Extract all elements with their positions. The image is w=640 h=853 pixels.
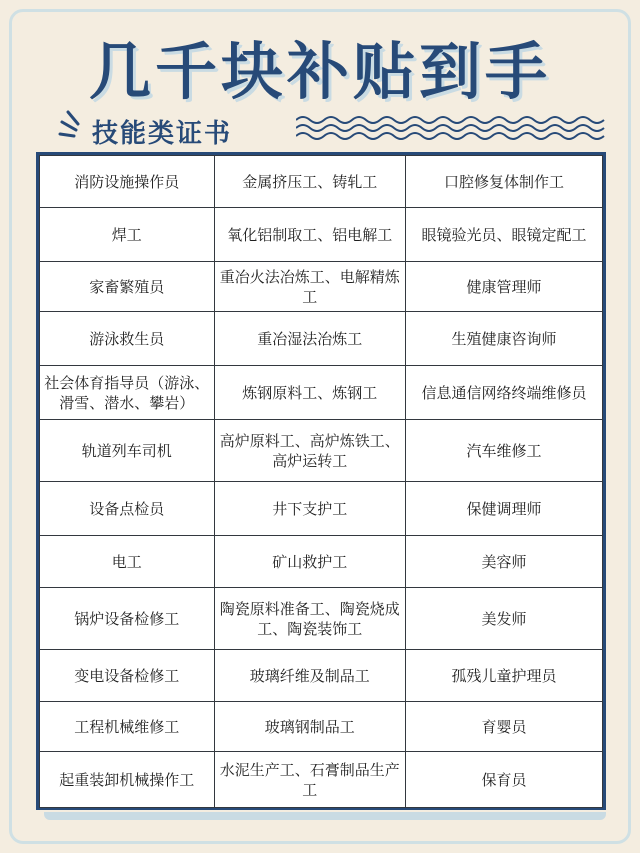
table-row (40, 536, 603, 588)
table-cell: 焊工 (40, 208, 215, 262)
table-cell: 美容师 (405, 536, 602, 588)
table-cell: 玻璃钢制品工 (214, 702, 405, 752)
table-row (40, 482, 603, 536)
table-cell: 轨道列车司机 (40, 420, 215, 482)
table-cell: 氧化铝制取工、铝电解工 (214, 208, 405, 262)
card-shadow (44, 812, 606, 820)
table-cell: 家畜繁殖员 (40, 262, 215, 312)
subtitle-row (56, 108, 616, 148)
table-cell: 口腔修复体制作工 (405, 156, 602, 208)
table-cell: 汽车维修工 (405, 420, 602, 482)
table-cell: 工程机械维修工 (40, 702, 215, 752)
table-row (40, 312, 603, 366)
table-cell: 健康管理师 (405, 262, 602, 312)
table-cell: 高炉原料工、高炉炼铁工、高炉运转工 (214, 420, 405, 482)
accent-rays-icon (56, 108, 90, 148)
table-row (40, 752, 603, 808)
table-cell: 保健调理师 (405, 482, 602, 536)
table-cell: 消防设施操作员 (40, 156, 215, 208)
table-cell: 生殖健康咨询师 (405, 312, 602, 366)
page-title: 几千块补贴到手 (88, 35, 551, 108)
table-cell: 美发师 (405, 588, 602, 650)
table-cell: 重冶火法冶炼工、电解精炼工 (214, 262, 405, 312)
table-cell: 电工 (40, 536, 215, 588)
certificate-table-card (36, 152, 606, 810)
table-row (40, 156, 603, 208)
table-cell: 育婴员 (405, 702, 602, 752)
table-cell: 变电设备检修工 (40, 650, 215, 702)
table-cell: 起重装卸机械操作工 (40, 752, 215, 808)
table-cell: 锅炉设备检修工 (40, 588, 215, 650)
table-cell: 水泥生产工、石膏制品生产工 (214, 752, 405, 808)
certificate-table (39, 155, 603, 808)
table-cell: 井下支护工 (214, 482, 405, 536)
table-cell: 游泳救生员 (40, 312, 215, 366)
table-cell: 金属挤压工、铸轧工 (214, 156, 405, 208)
table-cell: 重冶湿法冶炼工 (214, 312, 405, 366)
table-cell: 设备点检员 (40, 482, 215, 536)
table-cell: 炼钢原料工、炼钢工 (214, 366, 405, 420)
table-cell: 孤残儿童护理员 (405, 650, 602, 702)
table-row (40, 588, 603, 650)
table-row (40, 650, 603, 702)
table-row (40, 208, 603, 262)
table-row (40, 702, 603, 752)
subtitle: 技能类证书 (92, 119, 233, 149)
table-cell: 矿山救护工 (214, 536, 405, 588)
table-cell: 社会体育指导员（游泳、滑雪、潜水、攀岩） (40, 366, 215, 420)
table-cell: 保育员 (405, 752, 602, 808)
table-cell: 眼镜验光员、眼镜定配工 (405, 208, 602, 262)
table-row (40, 262, 603, 312)
table-row (40, 420, 603, 482)
table-cell: 陶瓷原料准备工、陶瓷烧成工、陶瓷装饰工 (214, 588, 405, 650)
table-row (40, 366, 603, 420)
table-cell: 玻璃纤维及制品工 (214, 650, 405, 702)
table-cell: 信息通信网络终端维修员 (405, 366, 602, 420)
wave-decoration-icon (296, 114, 606, 144)
